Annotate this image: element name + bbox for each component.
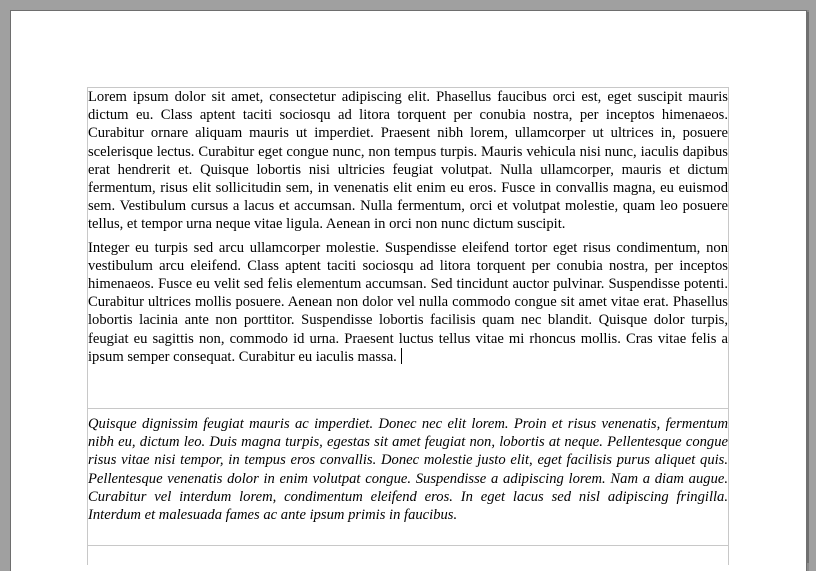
paragraph-3[interactable]	[88, 409, 728, 524]
paragraph-2-text: Integer eu turpis sed arcu ullamcorper molestie. Suspendisse eleifend tortor eget risus condimentum, non vestibulum arcu eleifend. Class aptent taciti sociosqu ad litora torquent per conubia nostra, per inceptos himenaeos. Fusce eu velit sed felis elementum accumsan. Sed tincidunt auctor pulvinar. Suspendisse potenti. Curabitur ultrices mollis posuere. Aenean non dolor vel nulla commodo congue sit amet vitae erat. Phasellus lobortis lacinia ante non porttitor. Suspendisse lobortis facilisis quam nec blandit. Quisque dolor turpis, feugiat eu sagittis non, commodo id urna. Praesent luctus tellus vitae mi rhoncus mollis. Cras vitae felis a ipsum semper consequat. Curabitur eu iaculis massa.	[88, 239, 728, 365]
text-frame-italic[interactable]	[88, 408, 728, 546]
paragraph-2[interactable]	[88, 239, 728, 366]
document-page	[10, 10, 807, 571]
paragraph-1-text: Lorem ipsum dolor sit amet, consectetur adipiscing elit. Phasellus faucibus orci est, eget suscipit mauris dictum eu. Class aptent taciti sociosqu ad litora torquent per conubia nostra, per inceptos himenaeos. Curabitur ornare aliquam mauris ut imperdiet. Praesent nibh lorem, ullamcorper ut ultrices in, posuere scelerisque lectus. Curabitur eget congue nunc, non tempus turpis. Mauris vehicula nisi nunc, iaculis dapibus erat hendrerit et. Quisque lobortis nisi ultricies feugiat volutpat. Nulla ullamcorper, mauris et dictum fermentum, risus elit sollicitudin sem, in venenatis elit enim eu eros. Fusce in convallis magna, eu euismod sem. Vestibulum cursus a lacus et accumsan. Nulla fermentum, orci et volutpat molestie, quam leo posuere tellus, et tempor urna neque vitae ligula. Aenean in orci non nunc dictum suscipit.	[88, 89, 728, 233]
text-frame-main[interactable]	[88, 88, 728, 408]
text-boundary[interactable]	[87, 87, 729, 565]
paragraph-3-text: Quisque dignissim feugiat mauris ac imperdiet. Donec nec elit lorem. Proin et risus venenatis, fermentum nibh eu, dictum leo. Duis magna turpis, egestas sit amet feugiat non, lobortis at neque. Pellentesque congue risus vitae nisi tempor, in tempus eros convallis. Donec molestie justo elit, eget facilisis purus aliquet quis. Pellentesque venenatis dolor in enim volutpat congue. Suspendisse a adipiscing lorem. Nam a diam augue. Curabitur vel interdum lorem, condimentum eleifend eros. In eget lacus sed nisl adipiscing fringilla. Interdum et malesuada fames ac ante ipsum primis in faucibus.	[88, 416, 728, 524]
text-cursor	[401, 348, 402, 364]
paragraph-1[interactable]	[88, 88, 728, 234]
page-shadow	[806, 12, 809, 563]
